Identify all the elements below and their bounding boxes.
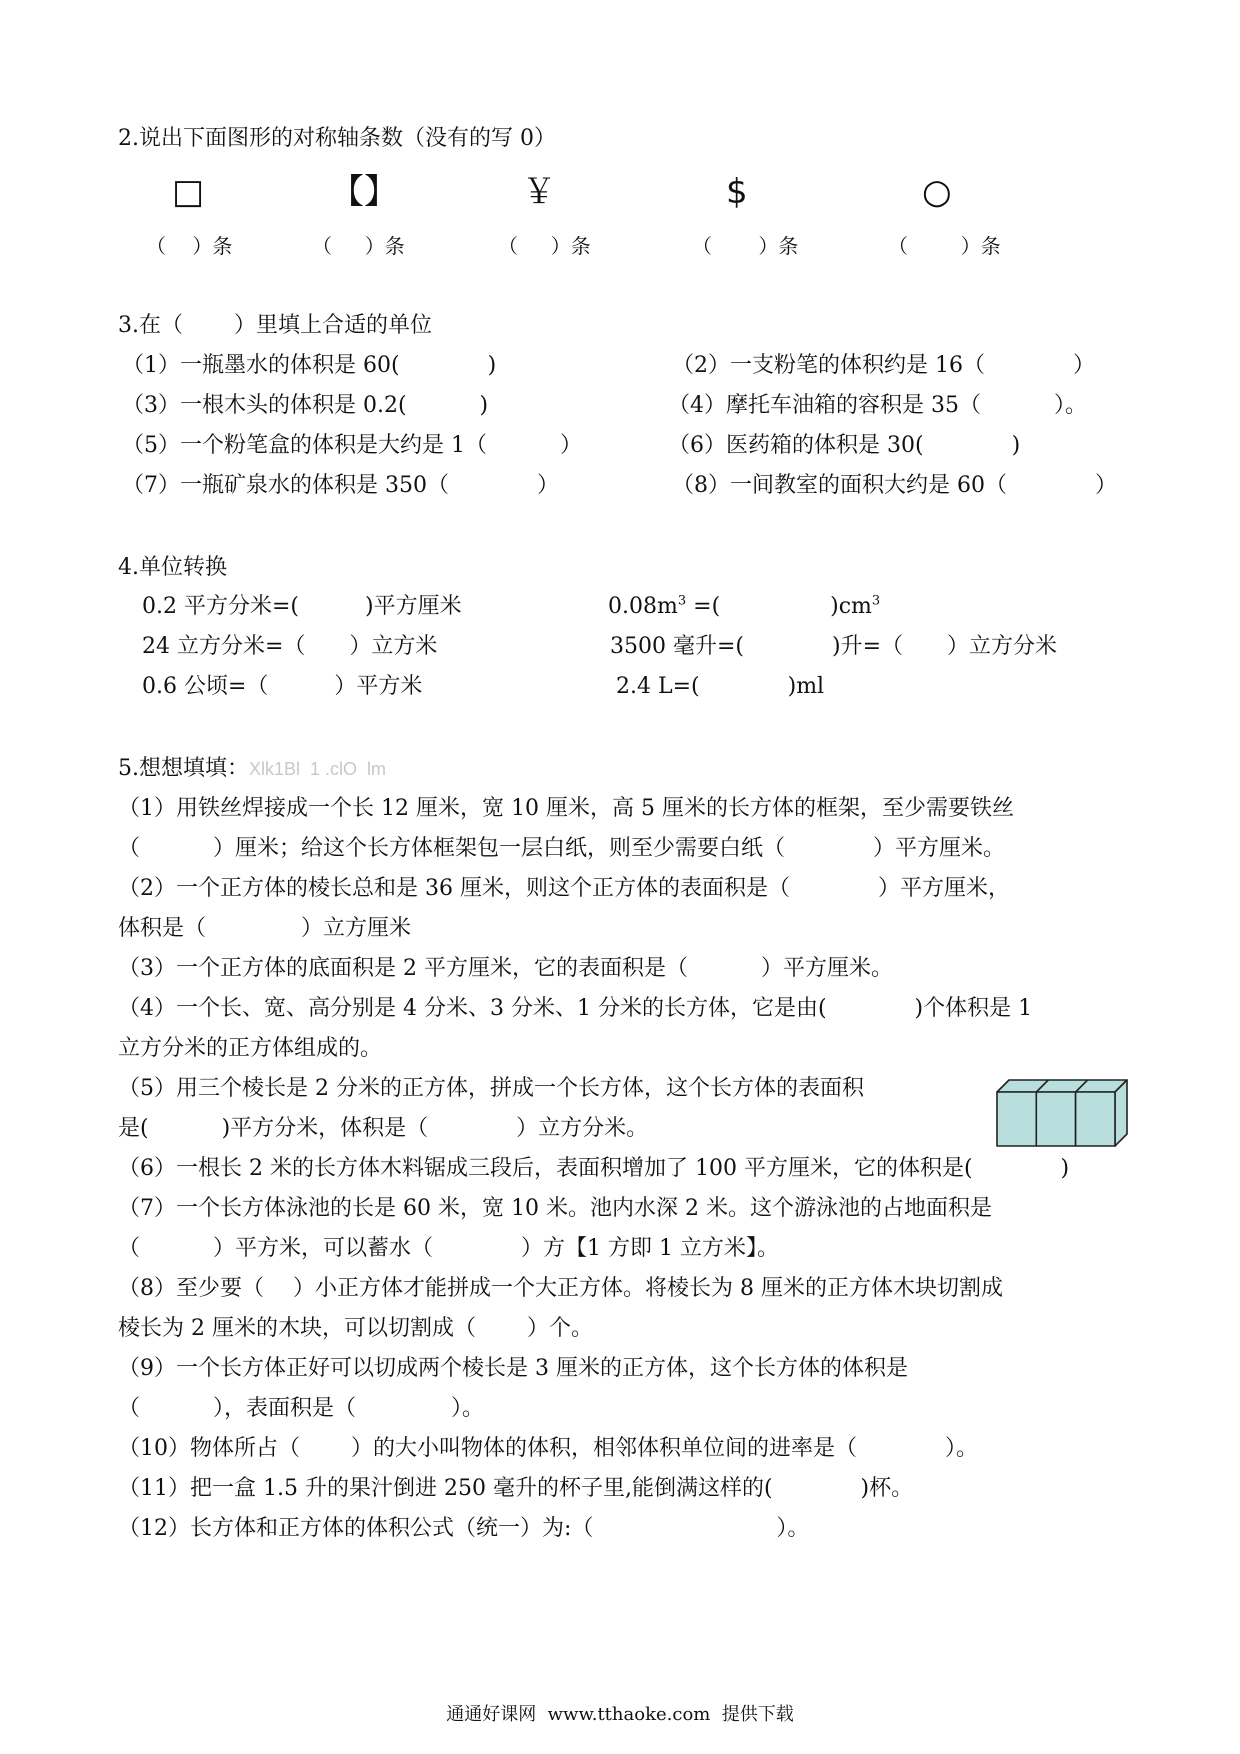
q4-row2-left[interactable]: 24 立方分米=（ ）立方米 bbox=[142, 634, 438, 659]
q5-line-4[interactable]: 体积是（ ）立方厘米 bbox=[118, 916, 411, 941]
q5-line-17[interactable]: （10）物体所占（ ）的大小叫物体的体积，相邻体积单位间的进率是（ ）。 bbox=[118, 1436, 978, 1461]
q5-line-19[interactable]: （12）长方体和正方体的体积公式（统一）为:（ ）。 bbox=[118, 1516, 810, 1541]
q4-title: 4.单位转换 bbox=[118, 555, 227, 580]
q3-item-8[interactable]: （8）一间教室的面积大约是 60（ ） bbox=[672, 473, 1117, 498]
circle-symbol: ○ bbox=[922, 172, 952, 212]
q5-line-11[interactable]: （7）一个长方体泳池的长是 60 米，宽 10 米。池内水深 2 米。这个游泳池的占地面积是 bbox=[118, 1196, 992, 1221]
q5-line-14[interactable]: 棱长为 2 厘米的木块，可以切割成（ ）个。 bbox=[118, 1316, 593, 1341]
q4-row3-right[interactable]: 2.4 L=( )ml bbox=[616, 674, 825, 699]
q5-line-18[interactable]: （11）把一盒 1.5 升的果汁倒进 250 毫升的杯子里,能倒满这样的( )杯。 bbox=[118, 1476, 914, 1501]
three-cubes-figure bbox=[995, 1078, 1131, 1148]
cube-front-2 bbox=[1036, 1092, 1075, 1146]
q3-item-7[interactable]: （7）一瓶矿泉水的体积是 350（ ） bbox=[122, 473, 559, 498]
q5-line-3[interactable]: （2）一个正方体的棱长总和是 36 厘米，则这个正方体的表面积是（ ）平方厘米， bbox=[118, 876, 1010, 901]
q3-item-5[interactable]: （5）一个粉笔盒的体积是大约是 1（ ） bbox=[122, 433, 582, 458]
q4-row3-left[interactable]: 0.6 公顷=（ ）平方米 bbox=[142, 674, 423, 699]
square-symbol: □ bbox=[172, 172, 205, 212]
q5-line-7: 立方分米的正方体组成的。 bbox=[118, 1036, 383, 1061]
q5-line-6[interactable]: （4）一个长、宽、高分别是 4 分米、3 分米、1 分米的长方体，它是由( )个体积是 1 bbox=[118, 996, 1033, 1021]
cuboid-side-face bbox=[1115, 1080, 1127, 1146]
q5-line-8[interactable]: （5）用三个棱长是 2 分米的正方体，拼成一个长方体，这个长方体的表面积 bbox=[118, 1076, 864, 1101]
q5-line-15[interactable]: （9）一个长方体正好可以切成两个棱长是 3 厘米的正方体，这个长方体的体积是 bbox=[118, 1356, 908, 1381]
q4-row1-left[interactable]: 0.2 平方分米=( )平方厘米 bbox=[142, 594, 462, 619]
q2-title: 2.说出下面图形的对称轴条数（没有的写 0） bbox=[118, 126, 556, 151]
cube-front-3 bbox=[1076, 1092, 1115, 1146]
yuan-symbol: ￥ bbox=[522, 172, 556, 212]
q5-line-10[interactable]: （6）一根长 2 米的长方体木料锯成三段后，表面积增加了 100 平方厘米，它的体积是( ) bbox=[118, 1156, 1070, 1181]
q5-line-16[interactable]: （ ），表面积是（ ）。 bbox=[118, 1396, 484, 1421]
footer-credit: 通通好课网 www.tthaoke.com 提供下载 bbox=[446, 1704, 794, 1725]
q5-title: 5.想想填填：Xlk1Bl 1 .clO lm bbox=[118, 756, 387, 781]
q5-line-2[interactable]: （ ）厘米；给这个长方体框架包一层白纸，则至少需要白纸（ ）平方厘米。 bbox=[118, 836, 1005, 861]
dollar-symbol: $ bbox=[726, 172, 748, 212]
bracket-symbol: 【】 bbox=[330, 172, 398, 212]
cube-front-1 bbox=[997, 1092, 1036, 1146]
q2-answer-2[interactable]: （ ）条 bbox=[312, 234, 405, 258]
q2-answer-5[interactable]: （ ）条 bbox=[888, 234, 1001, 258]
q3-item-3[interactable]: （3）一根木头的体积是 0.2( ) bbox=[122, 393, 489, 418]
q3-item-4[interactable]: （4）摩托车油箱的容积是 35（ ）。 bbox=[668, 393, 1087, 418]
q3-item-1[interactable]: （1）一瓶墨水的体积是 60( ) bbox=[122, 353, 497, 378]
q5-line-12[interactable]: （ ）平方米，可以蓄水（ ）方【1 方即 1 立方米】。 bbox=[118, 1236, 779, 1261]
q5-line-13[interactable]: （8）至少要（ ）小正方体才能拼成一个大正方体。将棱长为 8 厘米的正方体木块切割成 bbox=[118, 1276, 1003, 1301]
q2-answer-3[interactable]: （ ）条 bbox=[498, 234, 591, 258]
q5-line-1[interactable]: （1）用铁丝焊接成一个长 12 厘米，宽 10 厘米，高 5 厘米的长方体的框架，至少需要铁丝 bbox=[118, 796, 1014, 821]
q3-item-6[interactable]: （6）医药箱的体积是 30( ) bbox=[668, 433, 1021, 458]
watermark-text: Xlk1Bl 1 .clO lm bbox=[249, 759, 387, 779]
q2-answer-4[interactable]: （ ）条 bbox=[692, 234, 799, 258]
q3-item-2[interactable]: （2）一支粉笔的体积约是 16（ ） bbox=[672, 353, 1095, 378]
cuboid-top-face bbox=[997, 1080, 1127, 1092]
q2-answer-1[interactable]: （ ）条 bbox=[146, 234, 233, 258]
q5-line-5[interactable]: （3）一个正方体的底面积是 2 平方厘米，它的表面积是（ ）平方厘米。 bbox=[118, 956, 893, 981]
q5-line-9[interactable]: 是( )平方分米，体积是（ ）立方分米。 bbox=[118, 1116, 649, 1141]
q3-title: 3.在（ ）里填上合适的单位 bbox=[118, 313, 432, 338]
q4-row2-right[interactable]: 3500 毫升=( )升=（ ）立方分米 bbox=[610, 634, 1058, 659]
q4-row1-right[interactable]: $0.08m^3$ =( )$cm^3$ bbox=[608, 593, 881, 619]
